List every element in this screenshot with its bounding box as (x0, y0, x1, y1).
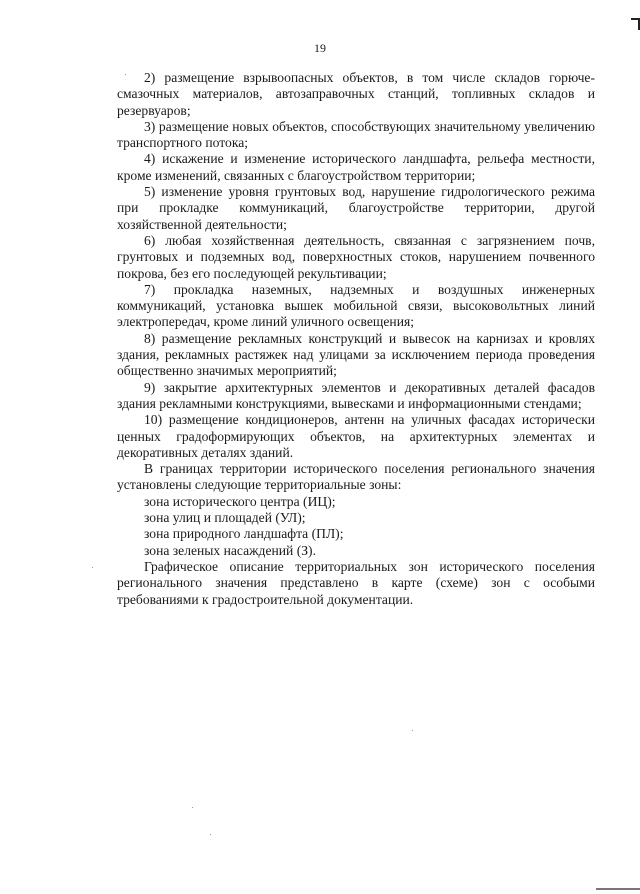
zone-list (117, 494, 595, 559)
scan-speck (92, 567, 93, 568)
scan-corner-mark (631, 18, 640, 36)
paragraph-item-9: 9) закрытие архитектурных элементов и декоративных деталей фасадов здания рекламными конструкциями, вывесками и информационными стендами; (117, 379, 595, 411)
scan-edge-mark (596, 888, 640, 890)
zone-item-historic-center: зона исторического центра (ИЦ); (144, 493, 336, 509)
scan-speck (125, 74, 126, 75)
paragraph-item-3: 3) размещение новых объектов, способствующих значительному увеличению транспортного потока; (117, 118, 595, 151)
document-body (117, 70, 595, 608)
scan-speck (412, 730, 413, 731)
zones-intro-paragraph: В границах территории исторического поселения регионального значения установлены следующие территориальные зоны: (117, 461, 595, 493)
zone-item-green-spaces: зона зеленых насаждений (З). (144, 542, 316, 558)
paragraph-item-6: 6) любая хозяйственная деятельность, связанная с загрязнением почв, грунтовых и подземных вод, поверхностных стоков, нарушением почвенного покрова, без его последующей рекультивации; (117, 232, 595, 281)
scan-speck (210, 834, 211, 835)
paragraph-item-4: 4) искажение и изменение исторического ландшафта, рельефа местности, кроме изменений, связанных с благоустройством территории; (117, 151, 595, 183)
zone-item-streets-squares: зона улиц и площадей (УЛ); (144, 510, 306, 526)
closing-paragraph: Графическое описание территориальных зон исторического поселения регионального значения представлено в карте (схеме) зон с особыми требованиями к градостроительной документации. (117, 558, 595, 607)
paragraph-item-5: 5) изменение уровня грунтовых вод, нарушение гидрологического режима при прокладке коммуникаций, благоустройстве территории, другой хозяйственной деятельности; (117, 184, 595, 232)
paragraph-item-8: 8) размещение рекламных конструкций и вывесок на карнизах и кровлях здания, рекламных растяжек над улицами за исключением периода проведения общественно значимых мероприятий; (117, 330, 595, 379)
paragraph-item-10: 10) размещение кондиционеров, антенн на уличных фасадах исторически ценных градоформирующих объектов, на архитектурных элементах и декоративных деталях зданий. (117, 412, 595, 460)
paragraph-item-7: 7) прокладка наземных, надземных и воздушных инженерных коммуникаций, установка вышек мобильной связи, высоковольтных линий электропередач, кроме линий уличного освещения; (117, 281, 595, 330)
paragraph-item-2: 2) размещение взрывоопасных объектов, в том числе складов горюче-смазочных материалов, автозаправочных станций, топливных складов и резервуаров; (117, 70, 595, 118)
scan-speck (192, 807, 193, 808)
zone-item-natural-landscape: зона природного ландшафта (ПЛ); (144, 526, 344, 542)
page-number: 19 (314, 41, 326, 55)
